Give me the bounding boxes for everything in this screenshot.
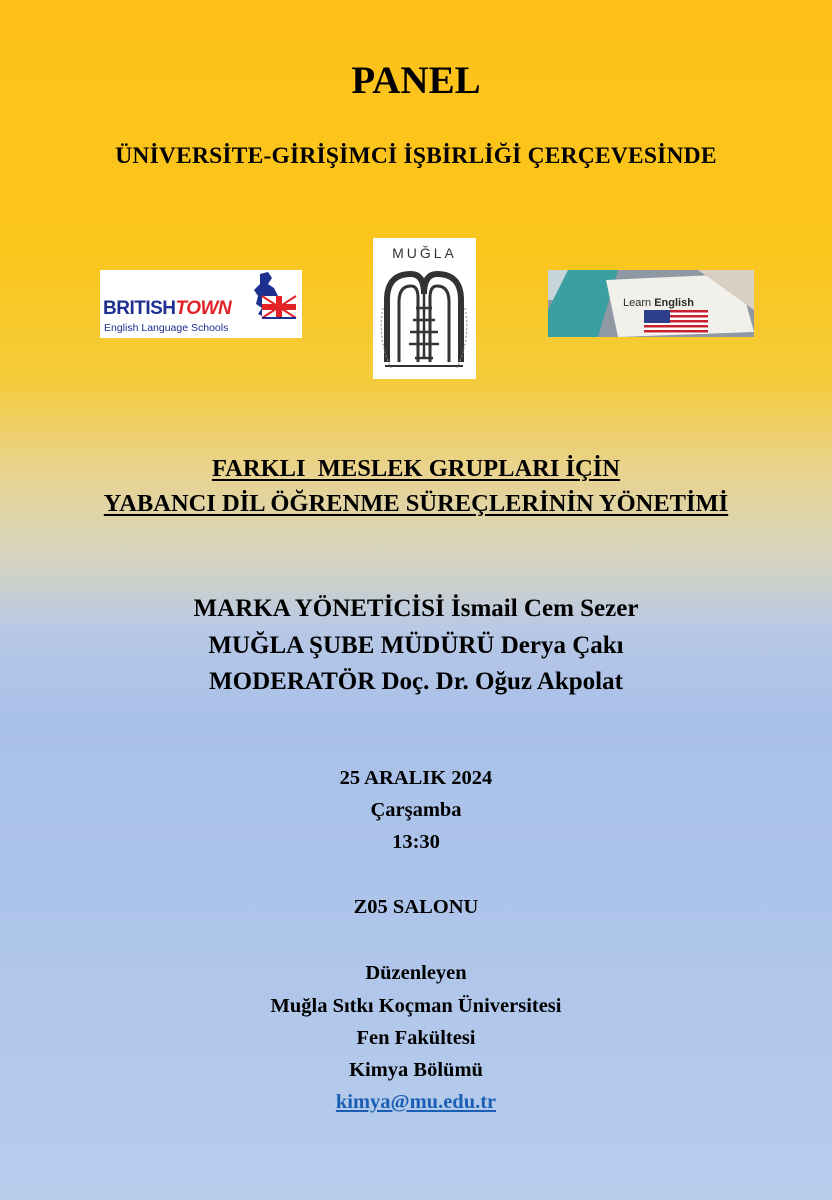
britishtown-logo: [100, 270, 302, 338]
mugla-logo-name: MUĞLA: [392, 245, 457, 261]
britishtown-tagline: English Language Schools: [104, 322, 229, 334]
organizer-label: Düzenleyen: [365, 962, 467, 984]
topic-line-1: FARKLI MESLEK GRUPLARI İÇİN: [212, 455, 620, 482]
mugla-emblem-icon: [373, 238, 476, 379]
poster-subtitle: ÜNİVERSİTE-GİRİŞİMCİ İŞBİRLİĞİ ÇERÇEVESİNDE: [115, 143, 717, 169]
uk-flag-map-icon: [238, 270, 300, 330]
event-date: 25 ARALIK 2024: [339, 767, 493, 789]
organizer-email-link[interactable]: kimya@mu.edu.tr: [335, 1091, 497, 1113]
learn-english-text: Learn English: [623, 297, 694, 309]
organizer-department: Kimya Bölümü: [349, 1059, 483, 1081]
organizer-university: Muğla Sıtkı Koçman Üniversitesi: [270, 995, 562, 1017]
event-day: Çarşamba: [370, 799, 462, 821]
event-room: Z05 SALONU: [353, 896, 479, 918]
learn-english-image: [548, 270, 754, 337]
britishtown-wordmark: BRITISHTOWN: [103, 298, 232, 319]
speaker-branch-manager: MUĞLA ŞUBE MÜDÜRÜ Derya Çakı: [208, 632, 624, 659]
topic-line-2: YABANCI DİL ÖĞRENME SÜREÇLERİNİN YÖNETİMİ: [103, 490, 729, 517]
speaker-moderator: MODERATÖR Doç. Dr. Oğuz Akpolat: [209, 668, 623, 695]
event-time: 13:30: [392, 831, 440, 853]
organizer-faculty: Fen Fakültesi: [356, 1027, 476, 1049]
mugla-university-logo: [373, 238, 476, 379]
speaker-brand-manager: MARKA YÖNETİCİSİ İsmail Cem Sezer: [193, 595, 639, 622]
page-title: PANEL: [351, 59, 481, 102]
